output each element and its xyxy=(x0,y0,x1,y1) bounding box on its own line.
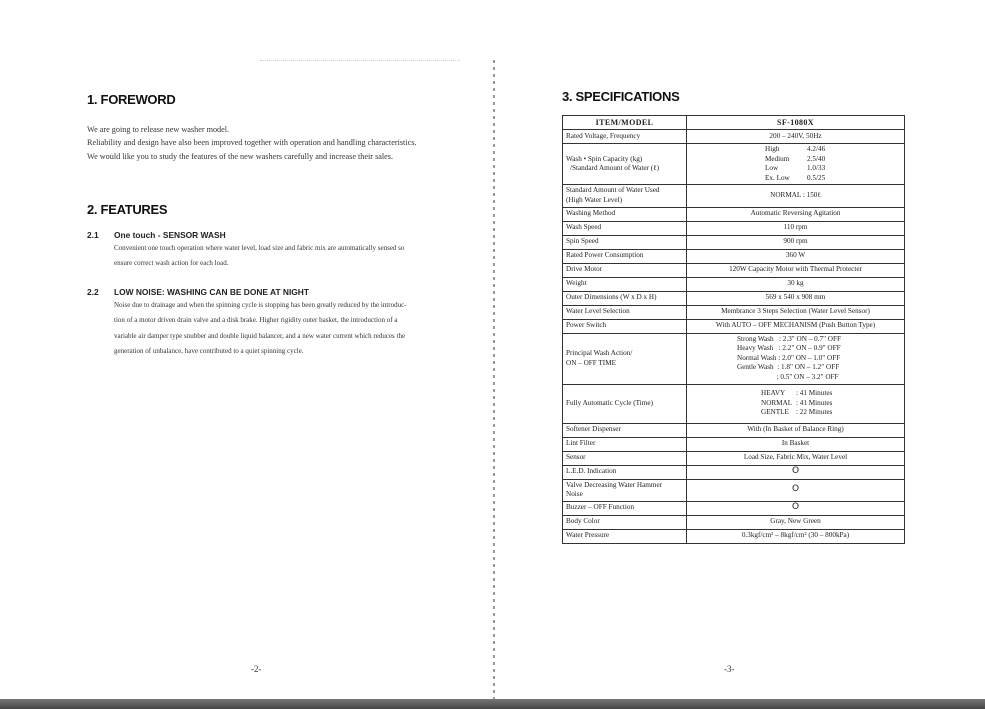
spec-item: Weight xyxy=(563,277,687,291)
spec-value: 900 rpm xyxy=(687,235,905,249)
table-header-row xyxy=(563,116,905,130)
spec-value: In Basket xyxy=(687,437,905,451)
page-spine-divider xyxy=(493,60,495,700)
table-row xyxy=(563,515,905,529)
spec-item: Drive Motor xyxy=(563,263,687,277)
spec-item: Lint Filter xyxy=(563,437,687,451)
feature-description xyxy=(114,298,454,360)
capacity-row xyxy=(765,145,901,155)
spec-value: 120W Capacity Motor with Thermal Protecter xyxy=(687,263,905,277)
capacity-value: 4.2/46 xyxy=(807,145,826,153)
page-number-left: -2- xyxy=(251,664,262,674)
spec-item xyxy=(563,479,687,501)
spec-item: Water Pressure xyxy=(563,529,687,543)
cycle-duration: : 41 Minutes xyxy=(796,398,833,407)
table-row xyxy=(563,333,905,384)
spec-item-line: ON – OFF TIME xyxy=(566,358,616,367)
spec-value: 200 – 240V, 50Hz xyxy=(687,130,905,144)
spec-value: With (In Basket of Balance Ring) xyxy=(687,423,905,437)
spec-item: Outer Dimensions (W x D x H) xyxy=(563,291,687,305)
spec-item: Washing Method xyxy=(563,207,687,221)
spec-value-capacity xyxy=(687,144,905,185)
cycle-row xyxy=(761,399,901,409)
foreword-heading: 1. FOREWORD xyxy=(87,92,176,107)
foreword-paragraph xyxy=(87,123,457,163)
spec-item-line: /Standard Amount of Water (ℓ) xyxy=(570,164,659,173)
spec-item: Body Color xyxy=(563,515,687,529)
spec-value: 30 kg xyxy=(687,277,905,291)
table-row xyxy=(563,249,905,263)
table-row xyxy=(563,451,905,465)
capacity-level: Ex. Low xyxy=(765,173,790,182)
scan-bottom-edge xyxy=(0,699,985,709)
feature-number: 2.1 xyxy=(87,230,99,240)
header-item-model: ITEM/MODEL xyxy=(563,116,687,130)
spec-value-wash-action xyxy=(687,333,905,384)
capacity-row xyxy=(765,174,901,184)
table-row xyxy=(563,501,905,515)
table-row xyxy=(563,319,905,333)
feature-description xyxy=(114,241,454,272)
cycle-row xyxy=(761,408,901,418)
spec-item: Softener Dispenser xyxy=(563,423,687,437)
table-row xyxy=(563,221,905,235)
capacity-level: Medium xyxy=(765,154,790,163)
spec-value: Automatic Reversing Agitation xyxy=(687,207,905,221)
spec-item: Water Level Selection xyxy=(563,305,687,319)
cycle-row xyxy=(761,389,901,399)
table-row xyxy=(563,437,905,451)
spec-item: Fully Automatic Cycle (Time) xyxy=(563,384,687,423)
spec-item: Buzzer – OFF Function xyxy=(563,501,687,515)
spec-item: Sensor xyxy=(563,451,687,465)
header-model-name: SF-1080X xyxy=(687,116,905,130)
table-row xyxy=(563,479,905,501)
spec-item: Rated Power Consumption xyxy=(563,249,687,263)
spec-item: Spin Speed xyxy=(563,235,687,249)
feature-line: Noise due to drainage and when the spinning cycle is stopping has been greatly reduced by the introduc- xyxy=(114,301,407,309)
feature-number: 2.2 xyxy=(87,287,99,297)
spec-item-line: Standard Amount of Water Used xyxy=(566,186,660,195)
spec-item xyxy=(563,333,687,384)
spec-value: 0.3kgf/cm² – 8kgf/cm² (30 – 800kPa) xyxy=(687,529,905,543)
spec-value: Load Size, Fabric Mix, Water Level xyxy=(687,451,905,465)
wash-action-line: Gentle Wash : 1.8" ON – 1.2" OFF xyxy=(737,363,840,372)
foreword-line: Reliability and design have also been improved together with operation and handling characteristics. xyxy=(87,138,417,148)
spec-item-line: Valve Decreasing Water Hammer xyxy=(566,480,663,489)
spec-item xyxy=(563,144,687,185)
spec-item-line: Wash • Spin Capacity (kg) xyxy=(566,154,643,163)
cycle-duration: : 22 Minutes xyxy=(796,408,833,417)
spec-value: Gray, New Green xyxy=(687,515,905,529)
feature-line: variable air damper type snubber and double liquid balancer, and a new water current which reduces the xyxy=(114,331,406,340)
foreword-line: We are going to release new washer model. xyxy=(87,125,230,134)
left-page xyxy=(0,0,493,699)
table-row xyxy=(563,423,905,437)
table-row xyxy=(563,130,905,144)
table-row xyxy=(563,384,905,423)
spec-item: Wash Speed xyxy=(563,221,687,235)
spec-value: NORMAL : 150ℓ xyxy=(687,185,905,207)
spec-value-check: O xyxy=(687,501,905,515)
wash-action-line: : 0.5" ON – 3.2" OFF xyxy=(737,372,839,381)
table-row xyxy=(563,277,905,291)
feature-title: One touch - SENSOR WASH xyxy=(114,230,226,240)
table-row xyxy=(563,529,905,543)
table-row xyxy=(563,185,905,207)
wash-action-line: Strong Wash : 2.3" ON – 0.7" OFF xyxy=(737,334,841,343)
table-row xyxy=(563,263,905,277)
capacity-level: High xyxy=(765,145,780,153)
specifications-heading: 3. SPECIFICATIONS xyxy=(562,89,680,104)
table-row xyxy=(563,235,905,249)
capacity-level: Low xyxy=(765,164,779,173)
spec-item: Power Switch xyxy=(563,319,687,333)
feature-line: generation of unbalance, have contributed to a quiet spinning cycle. xyxy=(114,347,304,356)
table-row xyxy=(563,207,905,221)
feature-title: LOW NOISE: WASHING CAN BE DONE AT NIGHT xyxy=(114,287,309,297)
spec-value: 360 W xyxy=(687,249,905,263)
capacity-row xyxy=(765,155,901,165)
spec-value: 110 rpm xyxy=(687,221,905,235)
spec-item: L.E.D. Indication xyxy=(563,465,687,479)
features-heading: 2. FEATURES xyxy=(87,202,168,217)
feature-line: Convenient one touch operation where water level, load size and fabric mix are automatically sensed so xyxy=(114,244,405,252)
page-number-right: -3- xyxy=(724,664,735,674)
table-row xyxy=(563,305,905,319)
spec-item-line: (High Water Level) xyxy=(566,195,622,204)
wash-action-line: Normal Wash : 2.0" ON – 1.0" OFF xyxy=(737,353,841,362)
spec-item-line: Principal Wash Action/ xyxy=(566,348,633,357)
table-row xyxy=(563,144,905,185)
spec-item: Rated Voltage, Frequency xyxy=(563,130,687,144)
table-row xyxy=(563,465,905,479)
spec-value: 569 x 540 x 908 mm xyxy=(687,291,905,305)
cycle-course: NORMAL xyxy=(761,398,793,407)
foreword-line: We would like you to study the features of the new washers carefully and increase their sales. xyxy=(87,151,394,161)
capacity-value: 2.5/40 xyxy=(807,154,826,163)
spec-value-check: O xyxy=(687,479,905,501)
feature-line: ensure correct wash action for each load. xyxy=(114,259,229,268)
cycle-duration: : 41 Minutes xyxy=(796,389,833,398)
capacity-value: 1.0/33 xyxy=(807,164,826,173)
capacity-value: 0.5/25 xyxy=(807,173,826,182)
feature-line: tion of a motor driven drain valve and a disk brake. Higher rigidity outer basket, the introduction of a xyxy=(114,316,398,325)
spec-value: With AUTO – OFF MECHANISM (Push Button Type) xyxy=(687,319,905,333)
wash-action-line: Heavy Wash : 2.2" ON – 0.9" OFF xyxy=(737,344,841,353)
table-row xyxy=(563,291,905,305)
spec-item-line: Noise xyxy=(566,490,583,499)
spec-item xyxy=(563,185,687,207)
cycle-course: HEAVY xyxy=(761,389,786,398)
specifications-table xyxy=(562,115,905,544)
spec-value-check: O xyxy=(687,465,905,479)
capacity-row xyxy=(765,164,901,174)
spec-value-cycle xyxy=(687,384,905,423)
spec-value: Membrance 3 Steps Selection (Water Level Sensor) xyxy=(687,305,905,319)
cycle-course: GENTLE xyxy=(761,408,789,417)
